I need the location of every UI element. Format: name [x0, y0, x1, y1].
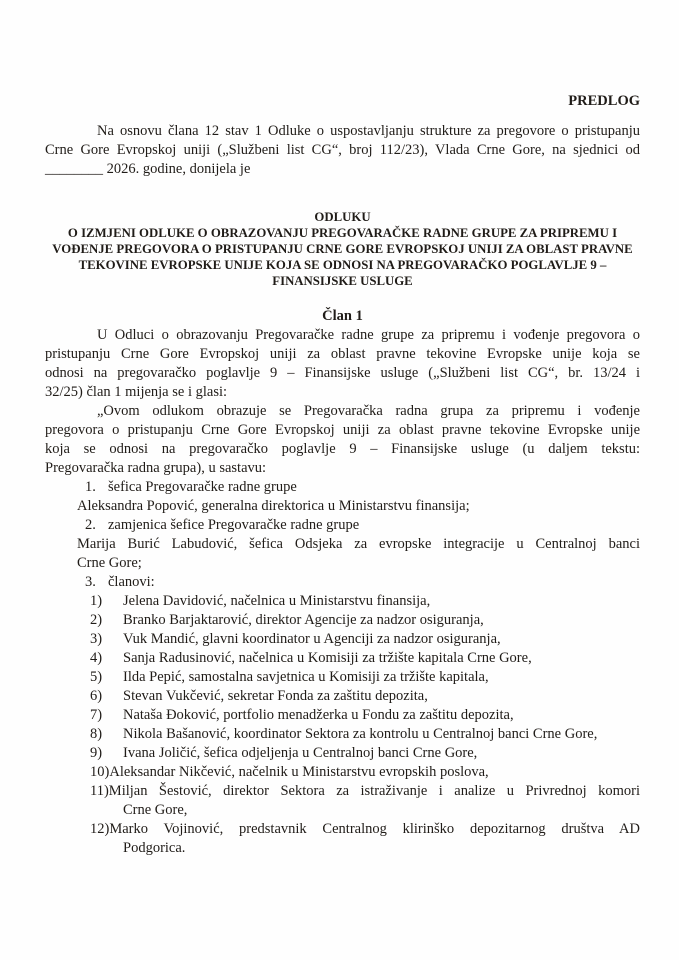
member-item	[90, 744, 640, 763]
decision-title	[45, 209, 640, 289]
intro-line: ________ 2026. godine, donijela je	[45, 161, 251, 177]
member-number: 3)	[90, 631, 103, 647]
member-item	[90, 592, 640, 611]
role-label: članovi:	[108, 574, 155, 590]
member-number: 4)	[90, 650, 103, 666]
article-paragraph-1	[45, 326, 640, 402]
member-number: 5)	[90, 669, 103, 685]
member-text: Aleksandar Nikčević, načelnik u Ministarstvu evropskih poslova,	[109, 764, 489, 780]
article-body	[45, 326, 640, 858]
role-label: zamjenica šefice Pregovaračke radne grupe	[108, 517, 360, 533]
intro-line: Na osnovu člana 12 stav 1 Odluke o uspostavljanju strukture za pregovore o pristupanju	[97, 123, 640, 139]
paragraph-line: „Ovom odlukom obrazuje se Pregovaračka radna grupa za pripremu i vođenje	[97, 403, 640, 419]
member-item	[90, 706, 640, 725]
member-number: 12)	[90, 821, 110, 837]
article-paragraph-2	[45, 402, 640, 478]
member-text: Nikola Bašanović, koordinator Sektora za kontrolu u Centralnoj banci Crne Gore,	[123, 726, 598, 742]
member-continuation: Crne Gore,	[123, 802, 188, 818]
intro-line: Crne Gore Evropskoj uniji („Službeni list CG“, broj 112/23), Vlada Crne Gore, na sjednici od	[45, 142, 640, 158]
member-item	[90, 630, 640, 649]
member-item	[90, 668, 640, 687]
member-item	[90, 611, 640, 630]
title-line: ODLUKU	[314, 210, 371, 224]
paragraph-line: pregovora o pristupanju Crne Gore Evropskoj uniji za oblast pravne tekovine Evropske unije	[45, 422, 640, 438]
role-item-deputy	[45, 516, 640, 573]
role-item-members	[45, 573, 640, 592]
member-text: Marko Vojinović, predstavnik Centralnog klirinško depozitarnog društva AD	[109, 821, 640, 837]
title-line: TEKOVINE EVROPSKE UNIJE KOJA SE ODNOSI NA PREGOVARAČKO POGLAVLJE 9 –	[78, 258, 607, 272]
member-number: 11)	[90, 783, 109, 799]
member-item	[90, 820, 640, 839]
role-number: 1.	[85, 479, 96, 495]
role-label: šefica Pregovaračke radne grupe	[108, 479, 297, 495]
title-line: VOĐENJE PREGOVORA O PRISTUPANJU CRNE GORE EVROPSKOJ UNIJI ZA OBLAST PRAVNE	[52, 242, 633, 256]
member-number: 1)	[90, 593, 103, 609]
person-line: Aleksandra Popović, generalna direktorica u Ministarstvu finansija;	[77, 498, 470, 514]
paragraph-line: U Odluci o obrazovanju Pregovaračke radne grupe za pripremu i vođenje pregovora o	[97, 327, 640, 343]
member-text: Ivana Joličić, šefica odjeljenja u Centralnoj banci Crne Gore,	[123, 745, 478, 761]
member-continuation: Podgorica.	[123, 840, 186, 856]
proposal-label: PREDLOG	[568, 93, 640, 109]
member-item	[90, 687, 640, 706]
member-item	[90, 763, 640, 782]
member-number: 7)	[90, 707, 103, 723]
role-item-chief	[45, 478, 640, 516]
member-number: 2)	[90, 612, 103, 628]
article-heading: Član 1	[322, 308, 363, 324]
member-number: 6)	[90, 688, 103, 704]
intro-paragraph	[45, 122, 640, 179]
paragraph-line: Pregovaračka radna grupa), u sastavu:	[45, 460, 267, 476]
paragraph-line: odnosi na pregovaračko poglavlje 9 – Finansijske usluge („Službeni list CG“, br. 13/24 i	[45, 365, 640, 381]
members-list	[45, 592, 640, 858]
member-item	[90, 782, 640, 801]
paragraph-line: 32/25) član 1 mijenja se i glasi:	[45, 384, 228, 400]
member-item	[90, 649, 640, 668]
member-text: Jelena Davidović, načelnica u Ministarstvu finansija,	[123, 593, 431, 609]
paragraph-line: koja se odnosi na pregovaračko poglavlje 9 – Finansijske usluge (u daljem tekstu:	[45, 441, 640, 457]
member-number: 9)	[90, 745, 103, 761]
title-line: O IZMJENI ODLUKE O OBRAZOVANJU PREGOVARAČKE RADNE GRUPE ZA PRIPREMU I	[67, 226, 618, 240]
member-number: 10)	[90, 764, 110, 780]
member-text: Sanja Radusinović, načelnica u Komisiji za tržište kapitala Crne Gore,	[123, 650, 532, 666]
member-text: Vuk Mandić, glavni koordinator u Agenciji za nadzor osiguranja,	[123, 631, 501, 647]
member-text: Nataša Đoković, portfolio menadžerka u Fondu za zaštitu depozita,	[123, 707, 514, 723]
person-line: Marija Burić Labudović, šefica Odsjeka za evropske integracije u Centralnoj banci	[77, 536, 640, 552]
role-number: 2.	[85, 517, 96, 533]
member-text: Branko Barjaktarović, direktor Agencije za nadzor osiguranja,	[123, 612, 484, 628]
paragraph-line: pristupanju Crne Gore Evropskoj uniji za oblast pravne tekovine Evropske unije koja se	[45, 346, 640, 362]
title-line: FINANSIJSKE USLUGE	[272, 274, 413, 288]
member-text: Ilda Pepić, samostalna savjetnica u Komisiji za tržište kapitala,	[123, 669, 489, 685]
member-number: 8)	[90, 726, 103, 742]
member-text: Miljan Šestović, direktor Sektora za istraživanje i analize u Privrednoj komori	[108, 783, 640, 799]
role-number: 3.	[85, 574, 96, 590]
member-item	[90, 725, 640, 744]
member-text: Stevan Vukčević, sekretar Fonda za zaštitu depozita,	[123, 688, 428, 704]
person-line: Crne Gore;	[77, 555, 142, 571]
